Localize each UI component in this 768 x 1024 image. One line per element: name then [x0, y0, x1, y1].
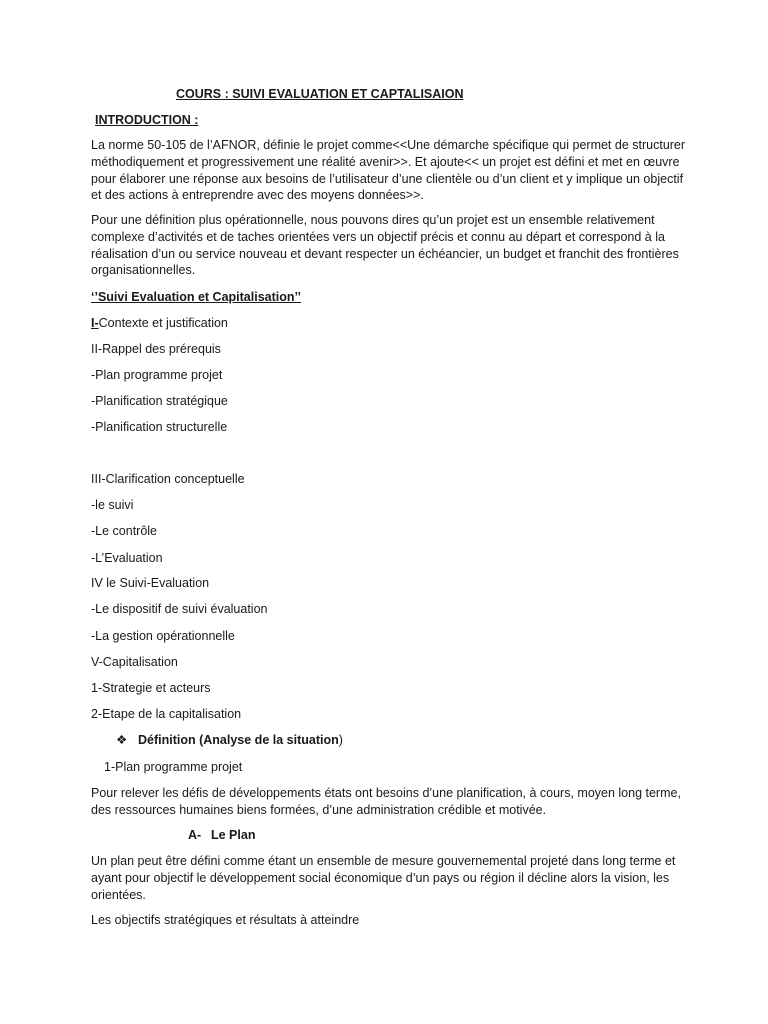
paragraph-plan: Un plan peut être défini comme étant un ensemble de mesure gouvernemental projeté dans long terme et ayant pour objectif le développement social économique d’un pays ou région il décline alors la vision, les orientées. — [91, 854, 676, 902]
paragraph-planning: Pour relever les défis de développements états ont besoins d’une planification, à cours, moyen long terme, des ressources humaines biens formées, d’une administration crédible et motivée. — [91, 786, 681, 817]
outline-item: -Planification stratégique — [91, 394, 228, 408]
outline-item: II-Rappel des prérequis — [91, 342, 221, 356]
diamond-bullet-icon: ❖ — [116, 733, 128, 747]
paragraph-definition: Pour une définition plus opérationnelle, nous pouvons dires qu’un projet est un ensemble relativement complexe d’activités et de taches orientées vers un objectif précis et connu au départ et correspond à la réalisation d’un ou service nouveau et devant respecter un échéancier, un budget et franchit des frontières organisationnelles. — [91, 213, 679, 278]
outline-item-text: Contexte et justification — [98, 316, 228, 330]
introduction-heading: INTRODUCTION : — [95, 113, 199, 127]
section-heading: ‘’Suivi Evaluation et Capitalisation’’ — [91, 290, 301, 304]
document-title: COURS : SUIVI EVALUATION ET CAPTALISAION — [176, 87, 464, 101]
bullet-item — [116, 732, 343, 749]
outline-item-prefix: I- — [91, 316, 99, 330]
outline-item: -Le dispositif de suivi évaluation — [91, 602, 268, 616]
bullet-item-paren: ) — [338, 733, 343, 747]
outline-item: -L’Evaluation — [91, 551, 163, 565]
paragraph-intro: La norme 50-105 de l’AFNOR, définie le projet comme<<Une démarche spécifique qui permet de structurer méthodiquement et progressivement une réalité avenir>>. Et ajoute<< un projet est défini et met en œuvre pour élaborer une réponse aux besoins de l’utilisateur d’une clientèle ou d’un client et y implique un objectif et des actions à entreprendre avec des moyens données>>. — [91, 138, 686, 203]
closing-line: Les objectifs stratégiques et résultats à atteindre — [91, 913, 360, 927]
outline-item: IV le Suivi-Evaluation — [91, 576, 210, 590]
outline-item: 2-Etape de la capitalisation — [91, 707, 242, 721]
outline-item: 1-Strategie et acteurs — [91, 681, 211, 695]
bullet-item-text: Définition (Analyse de la situation — [138, 733, 339, 747]
sub-heading: 1-Plan programme projet — [104, 760, 243, 774]
plan-heading-title: Le Plan — [211, 828, 256, 842]
outline-item: -Le contrôle — [91, 524, 158, 538]
outline-item: -Planification structurelle — [91, 420, 228, 434]
outline-item: -La gestion opérationnelle — [91, 629, 235, 643]
outline-item: III-Clarification conceptuelle — [91, 472, 245, 486]
outline-item: -Plan programme projet — [91, 368, 223, 382]
plan-heading-label: A- — [188, 828, 202, 842]
outline-item — [91, 315, 228, 332]
plan-heading — [188, 827, 255, 844]
outline-item: V-Capitalisation — [91, 655, 178, 669]
outline-item: -le suivi — [91, 498, 134, 512]
